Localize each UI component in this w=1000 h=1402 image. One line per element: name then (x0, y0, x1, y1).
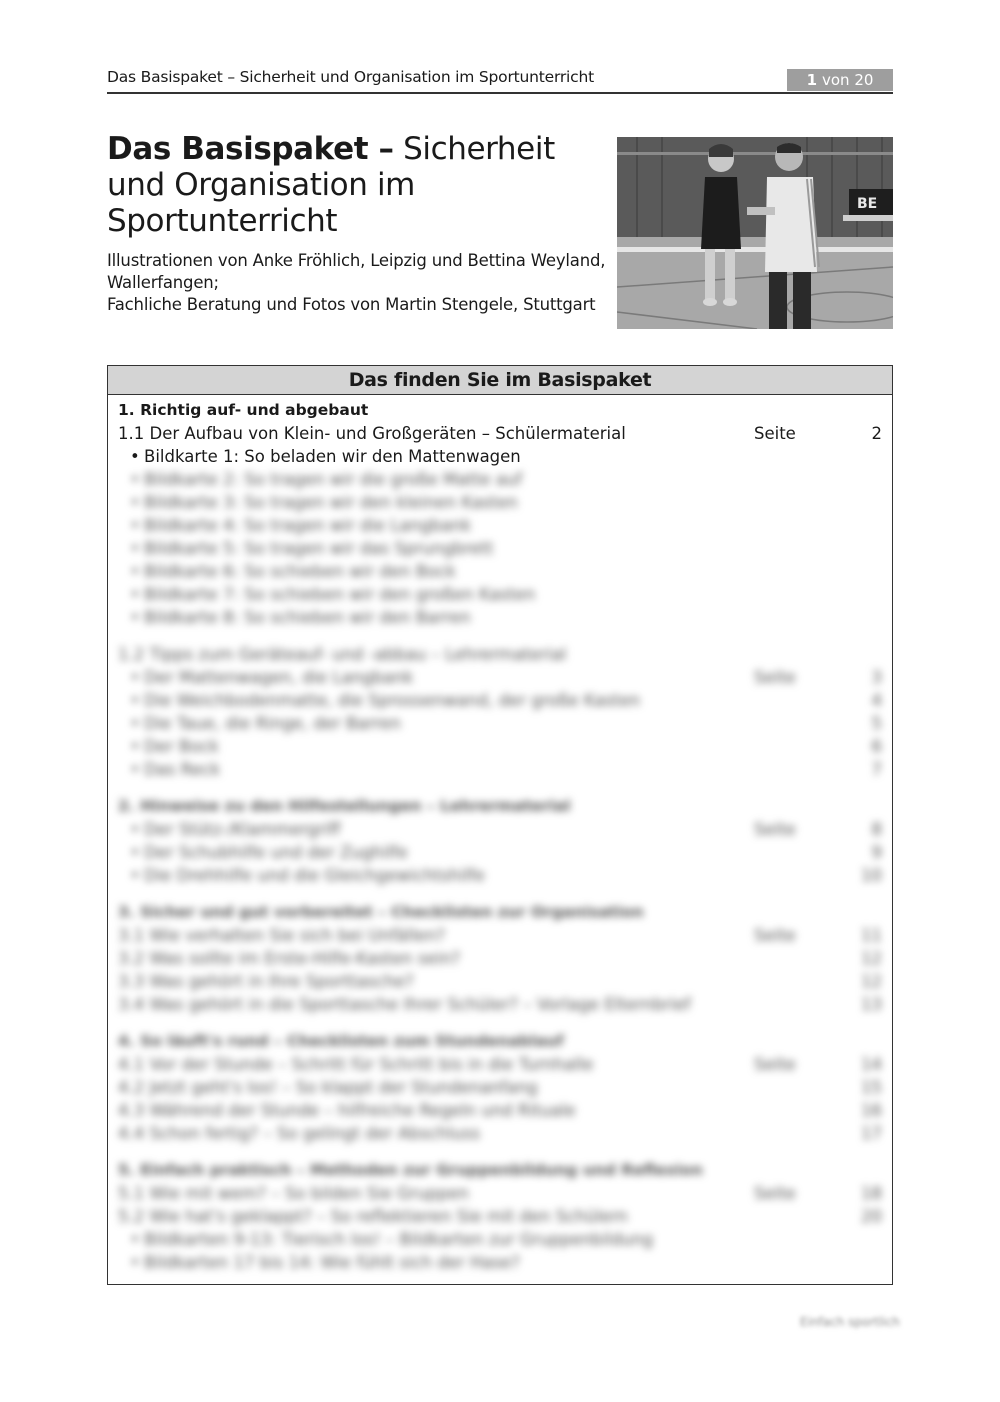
toc-page-number: 20 (861, 1207, 882, 1226)
toc-seite-label: Seite (754, 820, 796, 839)
toc-page-number: 18 (861, 1184, 882, 1203)
toc-page-number: 13 (861, 995, 882, 1014)
toc-page-number: 12 (861, 949, 882, 968)
header-rule (107, 92, 893, 94)
gym-sign-text: BE (857, 196, 878, 212)
list-item (118, 1099, 882, 1122)
list-item-label: 4.2 Jetzt geht's los! – So klappt der Stundenanfang (118, 1078, 538, 1097)
toc-page-number: 4 (871, 691, 882, 710)
list-item (118, 924, 882, 947)
list-item-label: Der Schubhilfe und der Zughilfe (144, 843, 408, 862)
toc-page-number: 8 (871, 820, 882, 839)
title-bold: Das Basispaket – (107, 131, 394, 167)
footer-brand: Einfach sportlich (800, 1315, 900, 1329)
list-item (118, 1122, 882, 1145)
toc-seite-label: Seite (754, 926, 796, 945)
list-item-label: 3.4 Was gehört in die Sporttasche Ihrer Schüler? – Vorlage Elternbrief (118, 995, 691, 1014)
list-item-label: 4.4 Schon fertig? – So gelingt der Abschluss (118, 1124, 481, 1143)
list-item (118, 1076, 882, 1099)
list-item (118, 818, 882, 841)
list-item-label: 1.2 Tipps zum Geräteauf- und -abbau – Lehrermaterial (118, 645, 567, 664)
toc-page-number: 2 (871, 424, 882, 443)
page-indicator (787, 69, 893, 91)
title-rest: Sicherheit und Organisation im Sportunterricht (107, 131, 555, 239)
list-item: • Bildkarten 17 bis 14: Wie fühlt sich der Hase? (118, 1251, 882, 1274)
list-item: 2. Hinweise zu den Hilfestellungen – Lehrermaterial (118, 797, 571, 815)
list-item (118, 1053, 882, 1076)
toc-page-number: 6 (871, 737, 882, 756)
list-item: • Bildkarte 5: So tragen wir das Sprungbrett (118, 537, 882, 560)
document-title (107, 131, 607, 239)
list-item (118, 993, 882, 1016)
toc-heading: Das finden Sie im Basispaket (108, 366, 892, 395)
list-item-label: Der Mattenwagen, die Langbank (144, 668, 414, 687)
list-item: 5. Einfach praktisch – Methoden zur Gruppenbildung und Reflexion (118, 1161, 703, 1179)
credits (107, 250, 607, 316)
list-item-label: Das Reck (144, 760, 221, 779)
list-item-label: 3.2 Was sollte im Erste-Hilfe-Kasten sein? (118, 949, 461, 968)
toc-item-1-1 (118, 422, 882, 445)
header-title: Das Basispaket – Sicherheit und Organisation im Sportunterricht (107, 68, 594, 86)
list-item-label: Die Weichbodenmatte, die Sprossenwand, der große Kasten (144, 691, 641, 710)
list-item: 3. Sicher und gut vorbereitet – Checklisten zur Organisation (118, 903, 644, 921)
toc-page-number: 3 (871, 668, 882, 687)
credits-photos: Fachliche Beratung und Fotos von Martin Stengele, Stuttgart (107, 295, 596, 314)
toc-blurred-content (118, 468, 882, 1274)
page-total: von 20 (822, 71, 874, 89)
toc-body (108, 395, 892, 1274)
list-item (118, 712, 882, 735)
toc-bullet-bildkarte-1: • Bildkarte 1: So beladen wir den Mattenwagen (118, 445, 882, 468)
toc-page-number: 16 (861, 1101, 882, 1120)
list-item (118, 970, 882, 993)
list-item-label: 5.2 Wie hat's geklappt? – So reflektieren Sie mit den Schülern (118, 1207, 628, 1226)
list-item (118, 735, 882, 758)
toc-seite-label: Seite (754, 424, 796, 443)
gym-photo-illustration (617, 137, 893, 329)
toc-page-number: 12 (861, 972, 882, 991)
list-item (118, 643, 882, 666)
toc-page-number: 11 (861, 926, 882, 945)
toc-page-number: 17 (861, 1124, 882, 1143)
list-item-label: 3.1 Wie verhalten Sie sich bei Unfällen? (118, 926, 446, 945)
list-item (118, 1182, 882, 1205)
toc-page-number: 14 (861, 1055, 882, 1074)
list-item: • Bildkarte 8: So schieben wir den Barren (118, 606, 882, 629)
toc-seite-label: Seite (754, 1184, 796, 1203)
toc-page-number: 9 (871, 843, 882, 862)
list-item-label: Die Taue, die Ringe, der Barren (144, 714, 401, 733)
list-item: • Bildkarte 3: So tragen wir den kleinen Kasten (118, 491, 882, 514)
list-item-label: 5.1 Wie mit wem? – So bilden Sie Gruppen (118, 1184, 469, 1203)
list-item-label: 3.3 Was gehört in Ihre Sporttasche? (118, 972, 414, 991)
toc-page-number: 5 (871, 714, 882, 733)
toc-seite-label: Seite (754, 668, 796, 687)
list-item (118, 666, 882, 689)
toc-section-1: 1. Richtig auf- und abgebaut (118, 401, 369, 419)
list-item: • Bildkarte 2: So tragen wir die große Matte auf (118, 468, 882, 491)
toc-page-number: 15 (861, 1078, 882, 1097)
list-item: • Bildkarte 7: So schieben wir den großen Kasten (118, 583, 882, 606)
list-item: • Bildkarten 9-13: Tierisch los! – Bildkarten zur Gruppenbildung (118, 1228, 882, 1251)
list-item-label: Der Bock (144, 737, 219, 756)
toc-item-label: 1.1 Der Aufbau von Klein- und Großgeräten – Schülermaterial (118, 424, 626, 443)
list-item-label: Die Drehhilfe und die Gleichgewichtshilfe (144, 866, 485, 885)
list-item (118, 758, 882, 781)
gym-photo (617, 137, 893, 329)
list-item: 4. So läuft's rund – Checklisten zum Stundenablauf (118, 1032, 564, 1050)
toc-page-number: 10 (861, 866, 882, 885)
table-of-contents (107, 365, 893, 1285)
page-current: 1 (806, 71, 817, 89)
list-item: • Bildkarte 4: So tragen wir die Langbank (118, 514, 882, 537)
list-item-label: 4.3 Während der Stunde – hilfreiche Regeln und Rituale (118, 1101, 576, 1120)
list-item: • Bildkarte 6: So schieben wir den Bock (118, 560, 882, 583)
toc-page-number: 7 (871, 760, 882, 779)
list-item-label: Der Stütz-/Klammergriff (144, 820, 341, 839)
toc-seite-label: Seite (754, 1055, 796, 1074)
list-item-label: 4.1 Vor der Stunde – Schritt für Schritt bis in die Turnhalle (118, 1055, 594, 1074)
credits-illustrations: Illustrationen von Anke Fröhlich, Leipzig und Bettina Weyland, Wallerfangen; (107, 251, 606, 292)
list-item (118, 947, 882, 970)
list-item (118, 689, 882, 712)
list-item (118, 1205, 882, 1228)
list-item (118, 841, 882, 864)
list-item (118, 864, 882, 887)
